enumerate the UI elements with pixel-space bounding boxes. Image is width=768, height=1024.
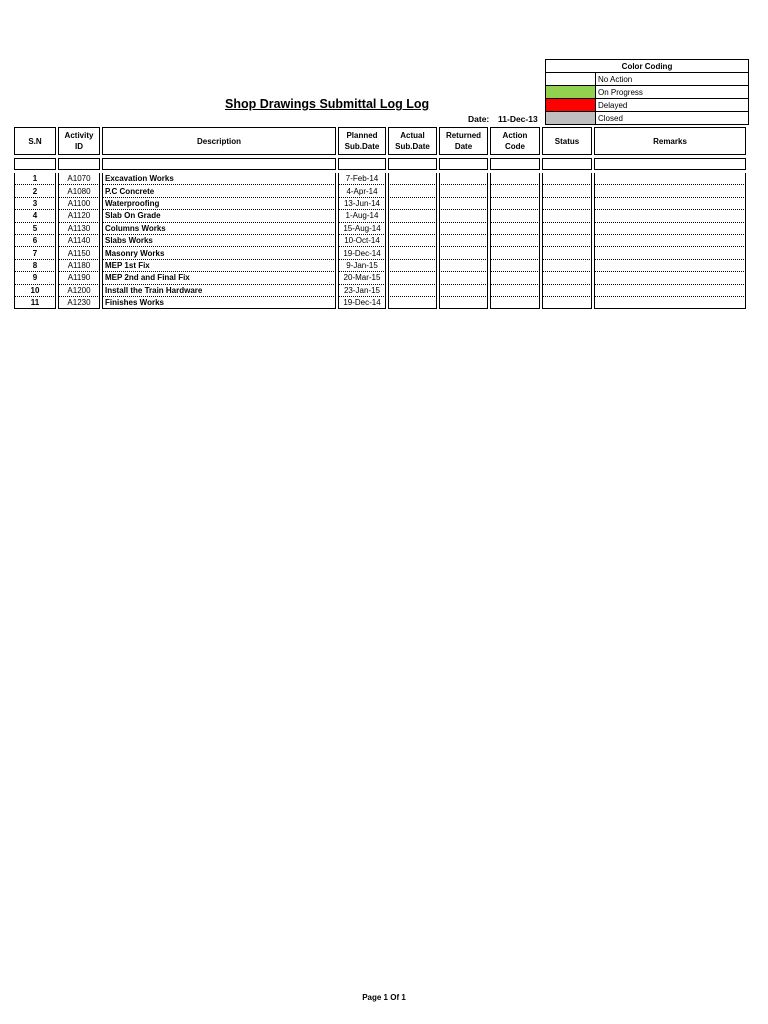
row-action-code [490,210,540,222]
row-remarks [594,198,746,210]
legend-row [546,112,749,125]
row-remarks [594,285,746,297]
row-returned-date [439,198,488,210]
row-remarks [594,272,746,284]
row-description: Slabs Works [102,235,336,247]
row-status [542,260,592,272]
date-value: 11-Dec-13 [498,114,538,124]
row-activity-id: A1080 [58,185,100,197]
table-spacer-row [14,158,746,170]
legend-label: Closed [596,112,749,125]
legend-label: No Action [596,73,749,86]
table-row [14,272,746,284]
row-returned-date [439,247,488,259]
row-sn: 7 [14,247,56,259]
row-status [542,198,592,210]
row-remarks [594,185,746,197]
row-sn: 8 [14,260,56,272]
legend-swatch-on-progress [546,86,596,99]
row-actual-date [388,210,437,222]
row-action-code [490,272,540,284]
row-remarks [594,260,746,272]
row-remarks [594,210,746,222]
legend-row [546,99,749,112]
row-actual-date [388,198,437,210]
row-action-code [490,247,540,259]
row-sn: 5 [14,223,56,235]
row-remarks [594,223,746,235]
row-planned-date: 1-Aug-14 [338,210,386,222]
table-row [14,235,746,247]
row-status [542,223,592,235]
row-actual-date [388,223,437,235]
row-actual-date [388,185,437,197]
legend-row [546,86,749,99]
row-actual-date [388,260,437,272]
row-returned-date [439,260,488,272]
row-sn: 1 [14,173,56,185]
row-returned-date [439,235,488,247]
row-activity-id: A1140 [58,235,100,247]
row-planned-date: 7-Feb-14 [338,173,386,185]
row-description: Waterproofing [102,198,336,210]
row-activity-id: A1120 [58,210,100,222]
row-status [542,185,592,197]
row-returned-date [439,173,488,185]
row-status [542,272,592,284]
row-returned-date [439,297,488,309]
row-description: MEP 1st Fix [102,260,336,272]
row-returned-date [439,285,488,297]
row-planned-date: 19-Dec-14 [338,297,386,309]
legend-label: On Progress [596,86,749,99]
row-returned-date [439,210,488,222]
row-activity-id: A1100 [58,198,100,210]
row-returned-date [439,185,488,197]
table-row [14,210,746,222]
row-remarks [594,173,746,185]
row-action-code [490,235,540,247]
row-action-code [490,297,540,309]
row-planned-date: 13-Jun-14 [338,198,386,210]
row-planned-date: 15-Aug-14 [338,223,386,235]
row-sn: 11 [14,297,56,309]
row-action-code [490,198,540,210]
row-activity-id: A1150 [58,247,100,259]
row-planned-date: 10-Oct-14 [338,235,386,247]
row-description: Finishes Works [102,297,336,309]
legend-title: Color Coding [546,60,749,73]
row-activity-id: A1200 [58,285,100,297]
header-action-code: Action Code [490,127,540,155]
row-activity-id: A1230 [58,297,100,309]
row-sn: 3 [14,198,56,210]
row-description: Slab On Grade [102,210,336,222]
row-status [542,235,592,247]
row-status [542,247,592,259]
color-coding-legend [545,59,749,125]
row-action-code [490,173,540,185]
document-title: Shop Drawings Submittal Log Log [225,97,430,111]
row-description: Columns Works [102,223,336,235]
row-actual-date [388,235,437,247]
row-sn: 9 [14,272,56,284]
row-actual-date [388,173,437,185]
row-action-code [490,285,540,297]
header-sn: S.N [14,127,56,155]
row-description: P.C Concrete [102,185,336,197]
table-row [14,173,746,185]
table-row [14,297,746,309]
legend-swatch-closed [546,112,596,125]
header-remarks: Remarks [594,127,746,155]
header-description: Description [102,127,336,155]
document-date [468,114,538,124]
row-sn: 6 [14,235,56,247]
table-row [14,285,746,297]
row-planned-date: 9-Jan-15 [338,260,386,272]
row-activity-id: A1070 [58,173,100,185]
submittal-log-table [12,127,748,309]
row-description: Excavation Works [102,173,336,185]
legend-swatch-no-action [546,73,596,86]
row-activity-id: A1130 [58,223,100,235]
row-action-code [490,223,540,235]
row-actual-date [388,285,437,297]
row-status [542,173,592,185]
legend-row [546,73,749,86]
row-action-code [490,260,540,272]
table-row [14,247,746,259]
header-activity-id: Activity ID [58,127,100,155]
date-label: Date: [468,114,490,124]
legend-swatch-delayed [546,99,596,112]
row-remarks [594,235,746,247]
table-row [14,260,746,272]
row-sn: 4 [14,210,56,222]
header-status: Status [542,127,592,155]
row-planned-date: 23-Jan-15 [338,285,386,297]
row-status [542,285,592,297]
row-description: MEP 2nd and Final Fix [102,272,336,284]
row-activity-id: A1180 [58,260,100,272]
row-sn: 10 [14,285,56,297]
row-actual-date [388,272,437,284]
row-description: Install the Train Hardware [102,285,336,297]
header-planned-sub-date: Planned Sub.Date [338,127,386,155]
row-returned-date [439,223,488,235]
row-sn: 2 [14,185,56,197]
table-header-row [14,127,746,155]
row-remarks [594,297,746,309]
row-action-code [490,185,540,197]
row-planned-date: 19-Dec-14 [338,247,386,259]
table-row [14,223,746,235]
row-activity-id: A1190 [58,272,100,284]
row-planned-date: 4-Apr-14 [338,185,386,197]
row-status [542,210,592,222]
table-row [14,185,746,197]
row-actual-date [388,297,437,309]
row-description: Masonry Works [102,247,336,259]
row-planned-date: 20-Mar-15 [338,272,386,284]
table-body [14,173,746,309]
row-remarks [594,247,746,259]
row-actual-date [388,247,437,259]
row-returned-date [439,272,488,284]
page-footer: Page 1 Of 1 [362,993,406,1002]
header-returned-date: Returned Date [439,127,488,155]
table-row [14,198,746,210]
header-actual-sub-date: Actual Sub.Date [388,127,437,155]
legend-label: Delayed [596,99,749,112]
row-status [542,297,592,309]
